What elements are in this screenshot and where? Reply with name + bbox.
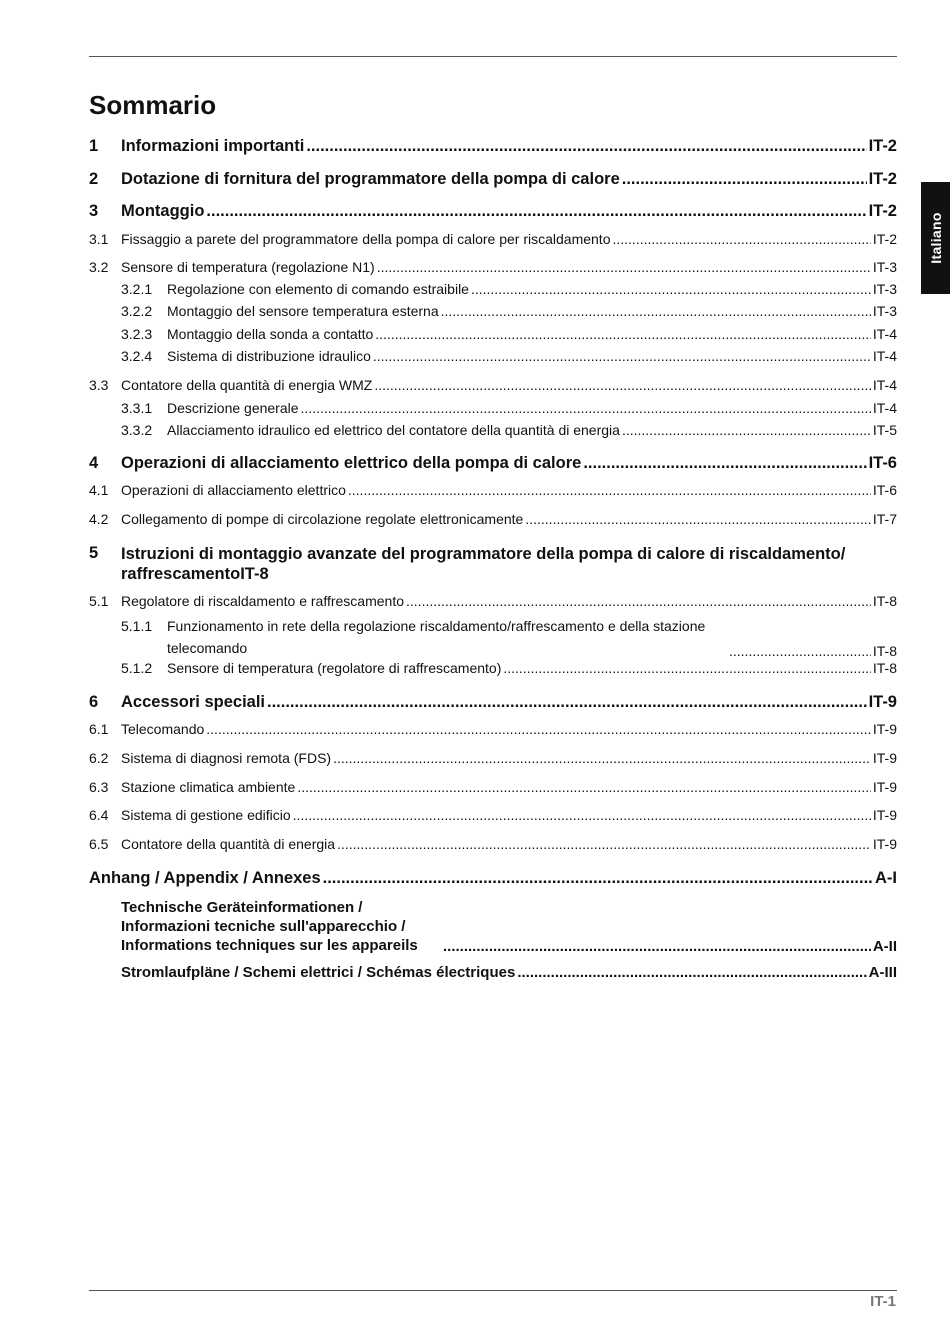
leader-dots (612, 231, 870, 247)
toc-entry-3-2-1[interactable] (89, 281, 897, 297)
leader-dots (471, 281, 871, 297)
toc-number: 3 (89, 202, 99, 220)
toc-text: Operazioni di allacciamento elettrico della pompa di calore (121, 454, 582, 472)
toc-text: Telecomando (121, 721, 205, 737)
leader-dots (525, 511, 871, 527)
header-rule (89, 56, 897, 57)
toc-entry-5[interactable] (89, 544, 897, 584)
toc-entry-1[interactable] (89, 137, 897, 156)
leader-dots (729, 643, 871, 659)
leader-dots (206, 202, 866, 221)
toc-entry-6-5[interactable] (89, 836, 897, 852)
toc-entry-appendix[interactable] (89, 869, 897, 888)
leader-dots (293, 807, 871, 823)
leader-dots (406, 593, 871, 609)
toc-entry-3[interactable] (89, 202, 897, 221)
toc-page: IT-4 (872, 377, 897, 393)
toc-number: 6.1 (89, 721, 109, 737)
toc-text: Stromlaufpläne / Schemi elettrici / Schémas électriques (121, 964, 516, 981)
leader-dots (374, 377, 871, 393)
toc-text: Contatore della quantità di energia WMZ (121, 377, 373, 393)
toc-number: 3.3 (89, 377, 109, 393)
toc-text: Contatore della quantità di energia (121, 836, 336, 852)
toc-page: IT-8 (872, 593, 897, 609)
toc-number: 5.1.2 (121, 660, 153, 676)
toc-page: IT-9 (872, 750, 897, 766)
toc-entry-appendix-1[interactable] (89, 898, 897, 955)
toc-entry-4-2[interactable] (89, 511, 897, 527)
toc-entry-3-2-3[interactable] (89, 326, 897, 342)
leader-dots (348, 482, 871, 498)
toc-page: IT-9 (872, 836, 897, 852)
toc-number: 4.2 (89, 511, 109, 527)
toc-text: Collegamento di pompe di circolazione regolate elettronicamente (121, 511, 524, 527)
toc-text: Istruzioni di montaggio avanzate del programmatore della pompa di calore di riscaldamento/ raffrescamentoIT-8 (121, 545, 846, 583)
language-tab[interactable] (921, 182, 950, 294)
leader-dots (323, 869, 873, 888)
page-title: Sommario (89, 90, 217, 120)
toc-page: IT-3 (872, 281, 897, 297)
leader-dots (301, 400, 871, 416)
toc-entry-4[interactable] (89, 454, 897, 473)
toc-number: 5.1.1 (121, 618, 153, 634)
toc-page: IT-4 (872, 326, 897, 342)
toc-text: Anhang / Appendix / Annexes (89, 869, 321, 887)
language-tab-label: Italiano (927, 212, 944, 264)
toc-number: 5.1 (89, 593, 109, 609)
toc-entry-3-3[interactable] (89, 377, 897, 393)
toc-text: Sistema di diagnosi remota (FDS) (121, 750, 332, 766)
toc-page: IT-9 (872, 807, 897, 823)
toc-number: 1 (89, 137, 99, 155)
toc-page: A-I (875, 869, 897, 887)
toc-page: IT-2 (868, 202, 897, 220)
toc-text: Informazioni importanti (121, 137, 305, 155)
toc-entry-appendix-2[interactable] (89, 963, 897, 982)
leader-dots (441, 303, 871, 319)
toc-page: IT-4 (872, 348, 897, 364)
leader-dots (622, 422, 871, 438)
toc-number: 3.2 (89, 259, 109, 275)
toc-page: IT-9 (868, 693, 897, 711)
toc-entry-6-4[interactable] (89, 807, 897, 823)
toc-number: 3.2.4 (121, 348, 153, 364)
toc-entry-3-2[interactable] (89, 259, 897, 275)
toc-page: IT-3 (872, 303, 897, 319)
toc-entry-5-1[interactable] (89, 593, 897, 609)
toc-number: 3.2.3 (121, 326, 153, 342)
toc-page: A-III (868, 964, 897, 981)
toc-number: 2 (89, 170, 99, 188)
toc-text: Dotazione di fornitura del programmatore della pompa di calore (121, 170, 620, 188)
toc-entry-3-2-2[interactable] (89, 303, 897, 319)
leader-dots (306, 137, 866, 156)
toc-page: IT-3 (872, 259, 897, 275)
toc-page: IT-7 (872, 511, 897, 527)
leader-dots (333, 750, 871, 766)
toc-text: Accessori speciali (121, 693, 266, 711)
toc-text: Regolatore di riscaldamento e raffrescamento (121, 593, 405, 609)
toc-entry-5-1-2[interactable] (89, 660, 897, 676)
leader-dots (377, 259, 871, 275)
toc-text: Operazioni di allacciamento elettrico (121, 482, 346, 498)
toc-number: 5 (89, 544, 99, 562)
toc-entry-6-3[interactable] (89, 779, 897, 795)
toc-page: IT-9 (872, 779, 897, 795)
toc-entry-3-1[interactable] (89, 231, 897, 247)
toc-number: 3.3.1 (121, 400, 153, 416)
leader-dots (206, 721, 871, 737)
toc-number: 6.5 (89, 836, 109, 852)
toc-text: Sistema di distribuzione idraulico (167, 348, 371, 364)
toc-entry-6-1[interactable] (89, 721, 897, 737)
toc-page: IT-6 (868, 454, 897, 472)
leader-dots (443, 938, 871, 955)
toc-entry-3-3-2[interactable] (89, 422, 897, 438)
leader-dots (503, 660, 871, 676)
toc-entry-3-3-1[interactable] (89, 400, 897, 416)
toc-number: 3.2.2 (121, 303, 153, 319)
toc-entry-6[interactable] (89, 693, 897, 712)
toc-text: Sistema di gestione edificio (121, 807, 291, 823)
toc-number: 4 (89, 454, 99, 472)
toc-number: 6.4 (89, 807, 109, 823)
toc-text: Montaggio del sensore temperatura esterna (167, 303, 439, 319)
toc-entry-3-2-4[interactable] (89, 348, 897, 364)
toc-page: IT-8 (872, 643, 897, 659)
toc-number: 6 (89, 693, 99, 711)
toc-text: Sensore di temperatura (regolazione N1) (121, 259, 375, 275)
toc-page: IT-2 (868, 137, 897, 155)
toc-number: 6.3 (89, 779, 109, 795)
toc-text: Sensore di temperatura (regolatore di raffrescamento) (167, 660, 502, 676)
leader-dots (267, 693, 867, 712)
toc-text: Allacciamento idraulico ed elettrico del contatore della quantità di energia (167, 422, 620, 438)
leader-dots (373, 348, 871, 364)
toc-number: 6.2 (89, 750, 109, 766)
toc-page: IT-2 (868, 170, 897, 188)
leader-dots (622, 170, 867, 189)
toc-page: IT-2 (872, 231, 897, 247)
toc-page: IT-6 (872, 482, 897, 498)
leader-dots (297, 779, 871, 795)
toc-number: 3.2.1 (121, 281, 153, 297)
leader-dots (583, 454, 866, 473)
toc-number: 3.1 (89, 231, 109, 247)
toc-number: 3.3.2 (121, 422, 153, 438)
toc-entry-6-2[interactable] (89, 750, 897, 766)
toc-text: Montaggio della sonda a contatto (167, 326, 374, 342)
footer-rule (89, 1290, 897, 1291)
toc-entry-2[interactable] (89, 170, 897, 189)
toc-entry-5-1-1[interactable] (89, 615, 897, 659)
leader-dots (337, 836, 871, 852)
leader-dots (517, 964, 866, 981)
toc-text: Descrizione generale (167, 400, 299, 416)
toc-number: 4.1 (89, 482, 109, 498)
toc-page: IT-4 (872, 400, 897, 416)
toc-text: Montaggio (121, 202, 205, 220)
toc-text: Fissaggio a parete del programmatore della pompa di calore per riscaldamento (121, 231, 611, 247)
toc-text: Technische Geräteinformationen / Informazioni tecniche sull'apparecchio / Informations techniques sur les appareils (121, 899, 418, 954)
leader-dots (375, 326, 871, 342)
toc-page: IT-9 (872, 721, 897, 737)
toc-entry-4-1[interactable] (89, 482, 897, 498)
toc-text: Stazione climatica ambiente (121, 779, 296, 795)
toc-page: A-II (872, 938, 897, 955)
footer-page-number: IT-1 (870, 1293, 896, 1310)
toc-text: Funzionamento in rete della regolazione riscaldamento/raffrescamento e della stazione telecomando (167, 618, 706, 656)
toc-page: IT-8 (872, 660, 897, 676)
toc-page: IT-5 (872, 422, 897, 438)
toc-text: Regolazione con elemento di comando estraibile (167, 281, 469, 297)
